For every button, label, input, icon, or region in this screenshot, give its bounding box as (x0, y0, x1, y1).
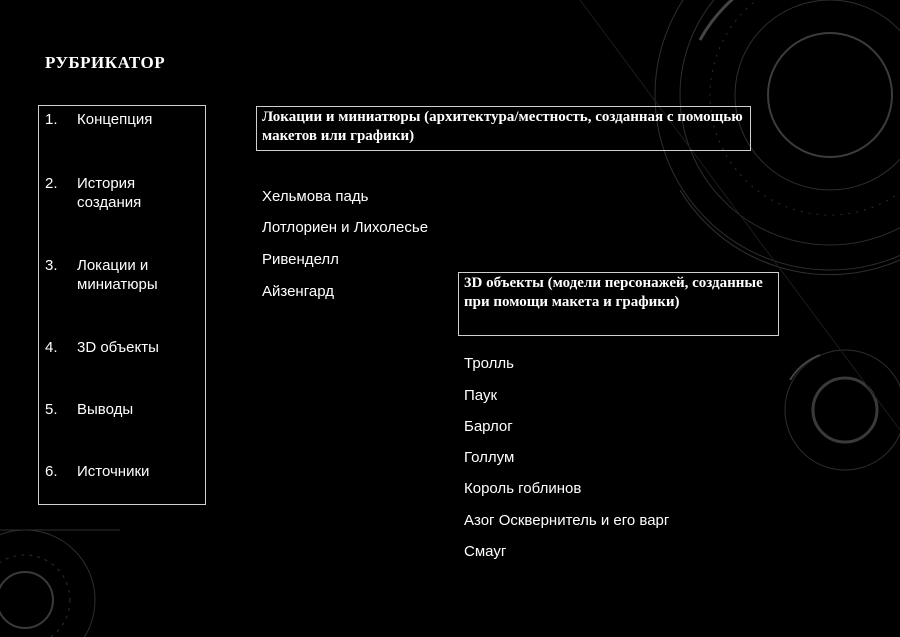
toc-item-label: Выводы (77, 401, 134, 418)
locations-heading: Локации и миниатюры (архитектура/местность, созданная с помощью макетов или графики) (256, 106, 751, 151)
page-title: РУБРИКАТОР (45, 53, 166, 72)
toc-item-number: 3. (45, 257, 58, 274)
object-item: Смауг (464, 543, 507, 560)
toc-item-label: 3D объекты (77, 339, 159, 356)
location-item: Айзенгард (262, 283, 334, 300)
object-item: Паук (464, 387, 498, 404)
toc-item-number: 6. (45, 463, 58, 480)
toc-panel (38, 105, 206, 505)
toc-item-number: 5. (45, 401, 58, 418)
objects-heading: 3D объекты (модели персонажей, созданные при помощи макета и графики) (458, 272, 779, 336)
object-item: Голлум (464, 449, 515, 466)
location-item: Лотлориен и Лихолесье (262, 219, 429, 236)
toc-item-label: Источники (77, 463, 150, 480)
toc-item-number: 2. (45, 175, 58, 192)
object-item: Тролль (464, 355, 514, 372)
toc-item-number: 1. (45, 111, 58, 128)
location-item: Ривенделл (262, 251, 339, 268)
toc-item-number: 4. (45, 339, 58, 356)
toc-item-label: Локации и миниатюры (77, 257, 158, 293)
toc-item-label: История создания (77, 175, 142, 211)
object-item: Азог Осквернитель и его варг (464, 512, 670, 529)
toc-item-label: Концепция (77, 111, 153, 128)
location-item: Хельмова падь (262, 188, 369, 205)
object-item: Барлог (464, 418, 513, 435)
object-item: Король гоблинов (464, 480, 582, 497)
